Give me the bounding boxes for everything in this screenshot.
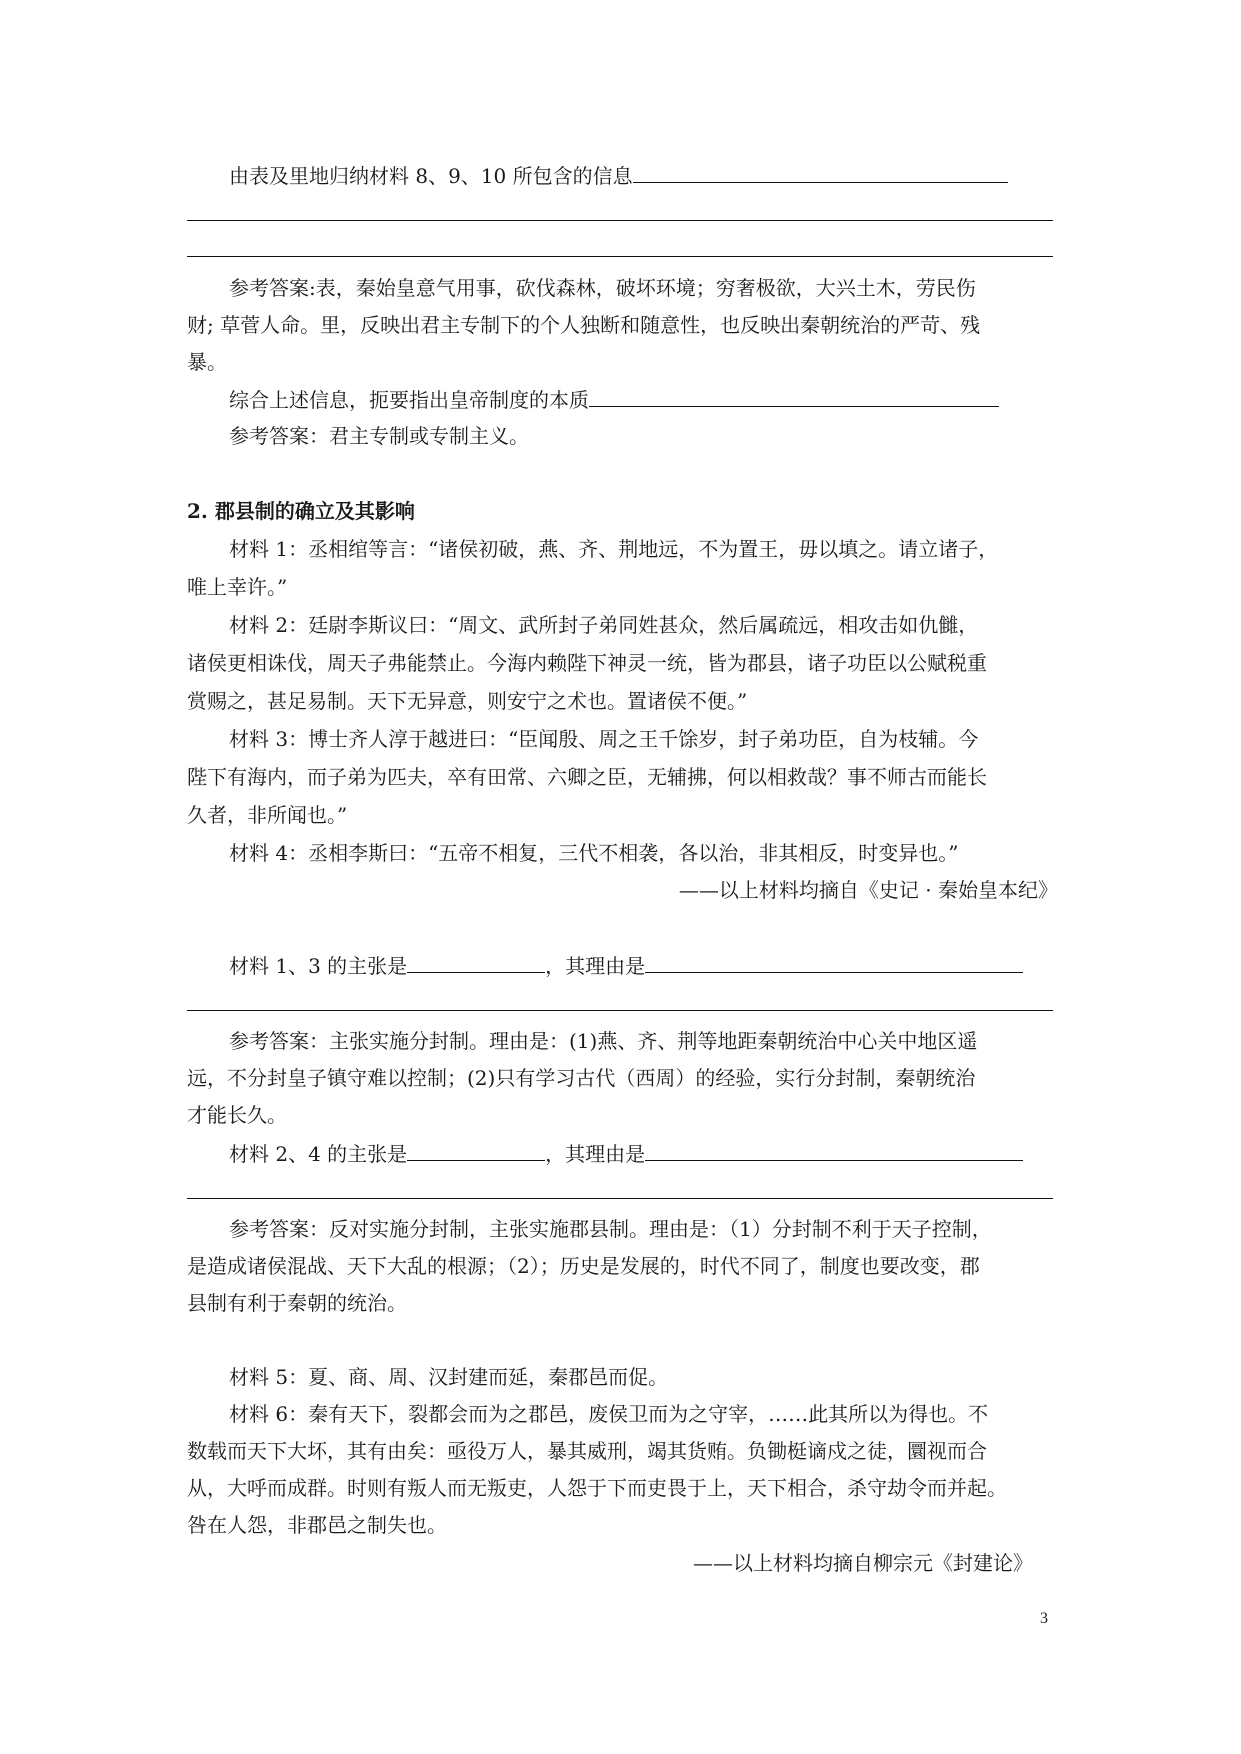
- material-line: 数载而天下大坏，其有由矣：亟役万人，暴其威刑，竭其货贿。负锄梃谪戍之徒，圜视而合: [187, 1439, 987, 1463]
- question-materials-2-4: [229, 1138, 1053, 1169]
- answer-blank[interactable]: [645, 950, 1023, 973]
- material-line: 材料 4：丞相李斯曰：“五帝不相复，三代不相袭，各以治，非其相反，时变异也。”: [229, 841, 959, 865]
- material-line: 唯上幸许。”: [187, 575, 288, 599]
- reference-answer-line: 参考答案：主张实施分封制。理由是：(1)燕、齐、荆等地距秦朝统治中心关中地区遥: [229, 1029, 978, 1053]
- reference-answer-line: 财; 草菅人命。里，反映出君主专制下的个人独断和随意性，也反映出秦朝统治的严苛、残: [187, 313, 981, 337]
- reference-answer-line: 暴。: [187, 350, 227, 374]
- question-materials-1-3: [229, 950, 1053, 981]
- question-text: ，其理由是: [545, 1142, 646, 1166]
- material-line: 陛下有海内，而子弟为匹夫，卒有田常、六卿之臣，无辅拂，何以相救哉？事不师古而能长: [187, 765, 987, 789]
- section-title: 2. 郡县制的确立及其影响: [187, 499, 415, 523]
- answer-blank[interactable]: [589, 384, 999, 407]
- answer-blank[interactable]: [407, 1138, 545, 1161]
- reference-answer-line: 参考答案：反对实施分封制，主张实施郡县制。理由是：（1）分封制不利于天子控制，: [229, 1217, 992, 1241]
- material-line: 材料 3：博士齐人淳于越进曰：“臣闻殷、周之王千馀岁，封子弟功臣，自为枝辅。今: [229, 727, 979, 751]
- source-citation: ——以上材料均摘自柳宗元《封建论》: [693, 1551, 1033, 1575]
- reference-answer-line: 才能长久。: [187, 1103, 287, 1127]
- question-induce-text: 由表及里地归纳材料 8、9、10 所包含的信息: [229, 164, 633, 188]
- answer-blank[interactable]: [407, 950, 545, 973]
- answer-line[interactable]: [187, 256, 1053, 257]
- question-text: 材料 2、4 的主张是: [229, 1142, 408, 1166]
- reference-answer-line: 县制有利于秦朝的统治。: [187, 1291, 407, 1315]
- material-line: 赏赐之，甚足易制。天下无异意，则安宁之术也。置诸侯不便。”: [187, 689, 748, 713]
- question-nature: [229, 384, 1053, 415]
- answer-line[interactable]: [187, 220, 1053, 221]
- question-nature-text: 综合上述信息，扼要指出皇帝制度的本质: [229, 388, 589, 412]
- material-line: 材料 2：廷尉李斯议曰：“周文、武所封子弟同姓甚众，然后属疏远，相攻击如仇雠，: [229, 613, 979, 637]
- question-induce: [229, 160, 1053, 191]
- answer-line[interactable]: [187, 1198, 1053, 1199]
- material-line: 从，大呼而成群。时则有叛人而无叛吏，人怨于下而吏畏于上，天下相合，杀守劫令而并起。: [187, 1476, 1007, 1500]
- material-line: 咎在人怨，非郡邑之制失也。: [187, 1513, 447, 1537]
- answer-line[interactable]: [187, 1010, 1053, 1011]
- reference-answer-line: 参考答案：君主专制或专制主义。: [229, 424, 529, 448]
- source-citation: ——以上材料均摘自《史记 · 秦始皇本纪》: [678, 878, 1058, 902]
- reference-answer-line: 远，不分封皇子镇守难以控制；(2)只有学习古代（西周）的经验，实行分封制，秦朝统治: [187, 1066, 976, 1090]
- question-text: 材料 1、3 的主张是: [229, 954, 408, 978]
- material-line: 久者，非所闻也。”: [187, 803, 348, 827]
- answer-blank[interactable]: [645, 1138, 1023, 1161]
- material-line: 材料 1：丞相绾等言：“诸侯初破，燕、齐、荆地远，不为置王，毋以填之。请立诸子，: [229, 537, 999, 561]
- material-line: 材料 6：秦有天下，裂都会而为之郡邑，废侯卫而为之守宰，……此其所以为得也。不: [229, 1402, 989, 1426]
- question-text: ，其理由是: [545, 954, 646, 978]
- answer-blank[interactable]: [633, 160, 1008, 183]
- material-line: 材料 5：夏、商、周、汉封建而延，秦郡邑而促。: [229, 1365, 669, 1389]
- page-number: 3: [1040, 1610, 1048, 1627]
- reference-answer-line: 是造成诸侯混战、天下大乱的根源；（2）；历史是发展的，时代不同了，制度也要改变，郡: [187, 1254, 980, 1278]
- material-line: 诸侯更相诛伐，周天子弗能禁止。今海内赖陛下神灵一统，皆为郡县，诸子功臣以公赋税重: [187, 651, 987, 675]
- reference-answer-line: 参考答案:表，秦始皇意气用事，砍伐森林，破坏环境；穷奢极欲，大兴土木，劳民伤: [229, 276, 976, 300]
